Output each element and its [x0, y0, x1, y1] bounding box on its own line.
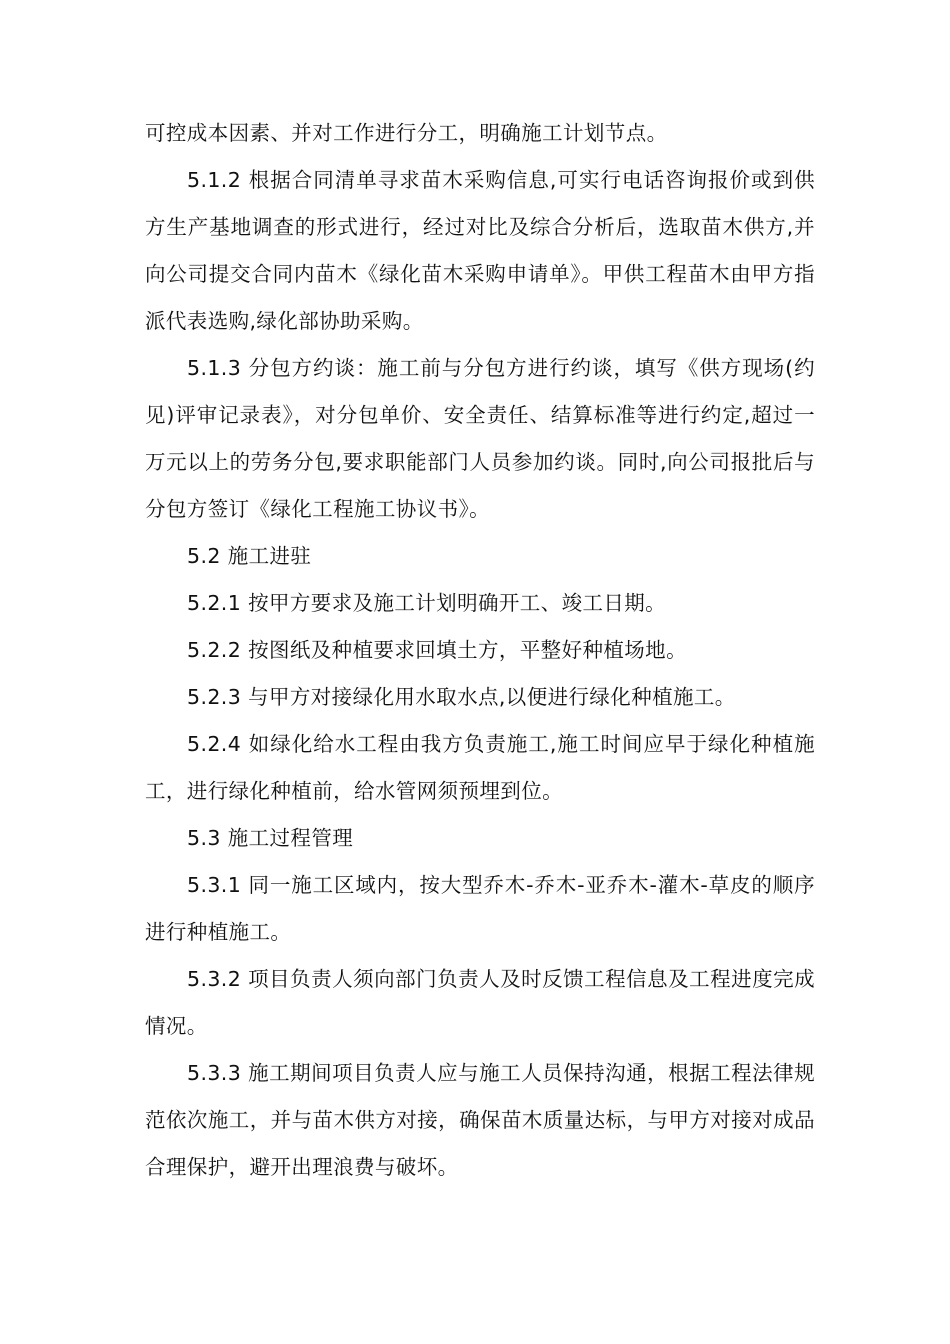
paragraph-5-1-3: 5.1.3 分包方约谈：施工前与分包方进行约谈，填写《供方现场(约见)评审记录表》，对分包单价、安全责任、结算标准等进行约定,超过一万元以上的劳务分包,要求职能部门人员参加约谈。同时,向公司报批后与分包方签订《绿化工程施工协议书》。 — [145, 356, 815, 521]
paragraph-5-2-3: 5.2.3 与甲方对接绿化用水取水点,以便进行绿化种植施工。 — [187, 685, 736, 709]
paragraph-5-3-3: 5.3.3 施工期间项目负责人应与施工人员保持沟通，根据工程法律规范依次施工，并与苗木供方对接，确保苗木质量达标，与甲方对接对成品合理保护，避开出理浪费与破坏。 — [145, 1061, 815, 1179]
paragraph-5-3-1: 5.3.1 同一施工区域内，按大型乔木-乔木-亚乔木-灌木-草皮的顺序进行种植施工。 — [145, 873, 815, 944]
paragraph-5-3-2: 5.3.2 项目负责人须向部门负责人及时反馈工程信息及工程进度完成情况。 — [145, 967, 815, 1038]
paragraph-5-1-2: 5.1.2 根据合同清单寻求苗木采购信息,可实行电话咨询报价或到供方生产基地调查的形式进行，经过对比及综合分析后，选取苗木供方,并向公司提交合同内苗木《绿化苗木采购申请单》。甲供工程苗木由甲方指派代表选购,绿化部协助采购。 — [145, 168, 815, 333]
document-body — [145, 110, 815, 1191]
heading-5-3: 5.3 施工过程管理 — [187, 826, 354, 850]
paragraph-5-2-4: 5.2.4 如绿化给水工程由我方负责施工,施工时间应早于绿化种植施工，进行绿化种植前，给水管网须预埋到位。 — [145, 732, 815, 803]
paragraph-intro: 可控成本因素、并对工作进行分工，明确施工计划节点。 — [145, 121, 668, 145]
paragraph-5-2-1: 5.2.1 按甲方要求及施工计划明确开工、竣工日期。 — [187, 591, 667, 615]
paragraph-5-2-2: 5.2.2 按图纸及种植要求回填土方，平整好种植场地。 — [187, 638, 687, 662]
heading-5-2: 5.2 施工进驻 — [187, 544, 312, 568]
